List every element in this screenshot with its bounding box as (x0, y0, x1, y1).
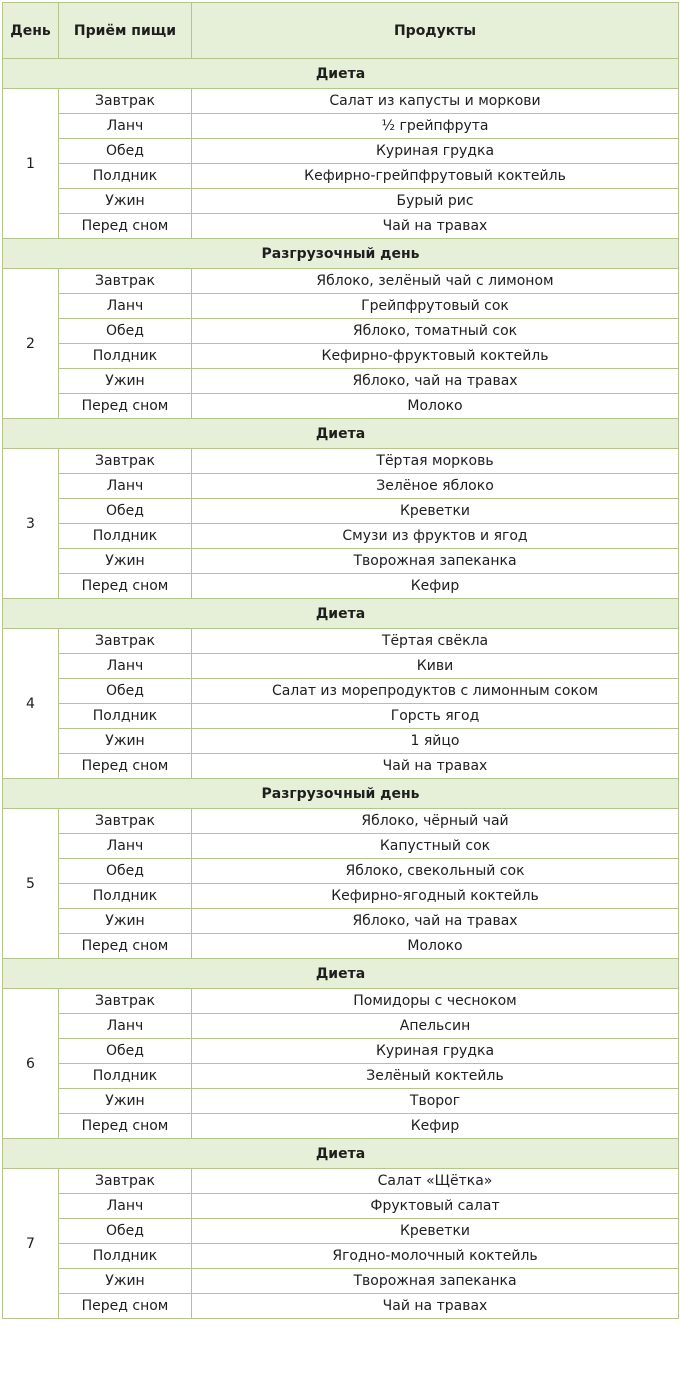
meal-products: ½ грейпфрута (192, 114, 679, 139)
header-meal: Приём пищи (59, 3, 192, 59)
meal-products: Зелёное яблоко (192, 474, 679, 499)
meal-products: Яблоко, чай на травах (192, 369, 679, 394)
meal-products: Салат «Щётка» (192, 1169, 679, 1194)
table-row (3, 989, 679, 1014)
meal-products: Креветки (192, 499, 679, 524)
meal-products: Творог (192, 1089, 679, 1114)
table-row (3, 1194, 679, 1219)
meal-name: Ланч (59, 834, 192, 859)
meal-products: 1 яйцо (192, 729, 679, 754)
meal-name: Перед сном (59, 1114, 192, 1139)
meal-name: Полдник (59, 344, 192, 369)
table-row (3, 394, 679, 419)
section-title: Диета (3, 419, 679, 449)
table-row (3, 884, 679, 909)
section-row (3, 779, 679, 809)
section-row (3, 599, 679, 629)
meal-name: Завтрак (59, 269, 192, 294)
table-body (3, 59, 679, 1319)
meal-products: Кефир (192, 574, 679, 599)
section-title: Разгрузочный день (3, 779, 679, 809)
meal-name: Полдник (59, 164, 192, 189)
meal-name: Ужин (59, 1269, 192, 1294)
table-row (3, 574, 679, 599)
header-row (3, 3, 679, 59)
meal-products: Кефирно-ягодный коктейль (192, 884, 679, 909)
table-row (3, 859, 679, 884)
meal-products: Ягодно-молочный коктейль (192, 1244, 679, 1269)
table-row (3, 344, 679, 369)
meal-products: Яблоко, чай на травах (192, 909, 679, 934)
meal-products: Творожная запеканка (192, 1269, 679, 1294)
table-row (3, 909, 679, 934)
meal-products: Салат из капусты и моркови (192, 89, 679, 114)
meal-products: Капустный сок (192, 834, 679, 859)
meal-products: Киви (192, 654, 679, 679)
meal-name: Перед сном (59, 214, 192, 239)
meal-name: Перед сном (59, 754, 192, 779)
section-row (3, 959, 679, 989)
table-row (3, 269, 679, 294)
meal-name: Обед (59, 1039, 192, 1064)
table-row (3, 369, 679, 394)
table-row (3, 629, 679, 654)
meal-products: Чай на травах (192, 754, 679, 779)
meal-name: Обед (59, 1219, 192, 1244)
meal-products: Смузи из фруктов и ягод (192, 524, 679, 549)
table-row (3, 1014, 679, 1039)
meal-products: Тёртая морковь (192, 449, 679, 474)
day-number: 2 (3, 269, 59, 419)
meal-products: Яблоко, чёрный чай (192, 809, 679, 834)
table-row (3, 1064, 679, 1089)
section-title: Диета (3, 59, 679, 89)
meal-name: Полдник (59, 704, 192, 729)
meal-name: Завтрак (59, 629, 192, 654)
meal-name: Ужин (59, 189, 192, 214)
table-row (3, 704, 679, 729)
meal-products: Куриная грудка (192, 139, 679, 164)
table-row (3, 1219, 679, 1244)
meal-products: Бурый рис (192, 189, 679, 214)
table-row (3, 809, 679, 834)
meal-name: Перед сном (59, 574, 192, 599)
meal-name: Обед (59, 319, 192, 344)
meal-products: Апельсин (192, 1014, 679, 1039)
meal-name: Обед (59, 499, 192, 524)
table-row (3, 319, 679, 344)
meal-name: Обед (59, 139, 192, 164)
meal-name: Ланч (59, 1194, 192, 1219)
section-row (3, 1139, 679, 1169)
section-title: Диета (3, 1139, 679, 1169)
meal-products: Фруктовый салат (192, 1194, 679, 1219)
meal-name: Перед сном (59, 934, 192, 959)
meal-name: Ужин (59, 909, 192, 934)
meal-products: Чай на травах (192, 1294, 679, 1319)
meal-name: Ланч (59, 114, 192, 139)
diet-table (2, 2, 679, 1319)
meal-name: Завтрак (59, 809, 192, 834)
section-title: Диета (3, 959, 679, 989)
meal-name: Полдник (59, 524, 192, 549)
meal-name: Завтрак (59, 1169, 192, 1194)
meal-name: Ланч (59, 474, 192, 499)
meal-products: Зелёный коктейль (192, 1064, 679, 1089)
meal-products: Яблоко, зелёный чай с лимоном (192, 269, 679, 294)
table-row (3, 449, 679, 474)
meal-name: Обед (59, 859, 192, 884)
header-day: День (3, 3, 59, 59)
table-row (3, 139, 679, 164)
meal-products: Яблоко, свекольный сок (192, 859, 679, 884)
meal-products: Салат из морепродуктов с лимонным соком (192, 679, 679, 704)
table-row (3, 294, 679, 319)
meal-products: Молоко (192, 934, 679, 959)
day-number: 1 (3, 89, 59, 239)
section-title: Диета (3, 599, 679, 629)
meal-name: Завтрак (59, 449, 192, 474)
meal-products: Кефир (192, 1114, 679, 1139)
table-row (3, 1114, 679, 1139)
table-row (3, 474, 679, 499)
meal-name: Завтрак (59, 89, 192, 114)
section-row (3, 59, 679, 89)
meal-name: Ланч (59, 654, 192, 679)
day-number: 4 (3, 629, 59, 779)
table-row (3, 1294, 679, 1319)
table-row (3, 114, 679, 139)
meal-name: Ужин (59, 369, 192, 394)
table-row (3, 1089, 679, 1114)
table-row (3, 1039, 679, 1064)
table-row (3, 1244, 679, 1269)
table-row (3, 654, 679, 679)
table-row (3, 934, 679, 959)
table-row (3, 729, 679, 754)
table-row (3, 524, 679, 549)
meal-products: Кефирно-грейпфрутовый коктейль (192, 164, 679, 189)
day-number: 6 (3, 989, 59, 1139)
meal-name: Перед сном (59, 394, 192, 419)
meal-products: Тёртая свёкла (192, 629, 679, 654)
day-number: 5 (3, 809, 59, 959)
meal-name: Ужин (59, 549, 192, 574)
day-number: 7 (3, 1169, 59, 1319)
section-row (3, 239, 679, 269)
meal-name: Обед (59, 679, 192, 704)
meal-products: Творожная запеканка (192, 549, 679, 574)
table-row (3, 1269, 679, 1294)
section-row (3, 419, 679, 449)
header-products: Продукты (192, 3, 679, 59)
table-row (3, 754, 679, 779)
meal-name: Ужин (59, 1089, 192, 1114)
section-title: Разгрузочный день (3, 239, 679, 269)
meal-name: Завтрак (59, 989, 192, 1014)
meal-products: Горсть ягод (192, 704, 679, 729)
meal-products: Грейпфрутовый сок (192, 294, 679, 319)
table-row (3, 89, 679, 114)
meal-products: Молоко (192, 394, 679, 419)
meal-name: Ланч (59, 294, 192, 319)
meal-products: Помидоры с чесноком (192, 989, 679, 1014)
meal-name: Перед сном (59, 1294, 192, 1319)
table-row (3, 1169, 679, 1194)
table-row (3, 679, 679, 704)
meal-name: Полдник (59, 1244, 192, 1269)
meal-products: Куриная грудка (192, 1039, 679, 1064)
table-row (3, 164, 679, 189)
meal-name: Ланч (59, 1014, 192, 1039)
table-row (3, 214, 679, 239)
meal-products: Чай на травах (192, 214, 679, 239)
day-number: 3 (3, 449, 59, 599)
meal-name: Ужин (59, 729, 192, 754)
table-header (3, 3, 679, 59)
table-row (3, 189, 679, 214)
meal-name: Полдник (59, 884, 192, 909)
meal-products: Кефирно-фруктовый коктейль (192, 344, 679, 369)
table-row (3, 834, 679, 859)
meal-name: Полдник (59, 1064, 192, 1089)
meal-products: Креветки (192, 1219, 679, 1244)
meal-products: Яблоко, томатный сок (192, 319, 679, 344)
table-row (3, 549, 679, 574)
table-row (3, 499, 679, 524)
